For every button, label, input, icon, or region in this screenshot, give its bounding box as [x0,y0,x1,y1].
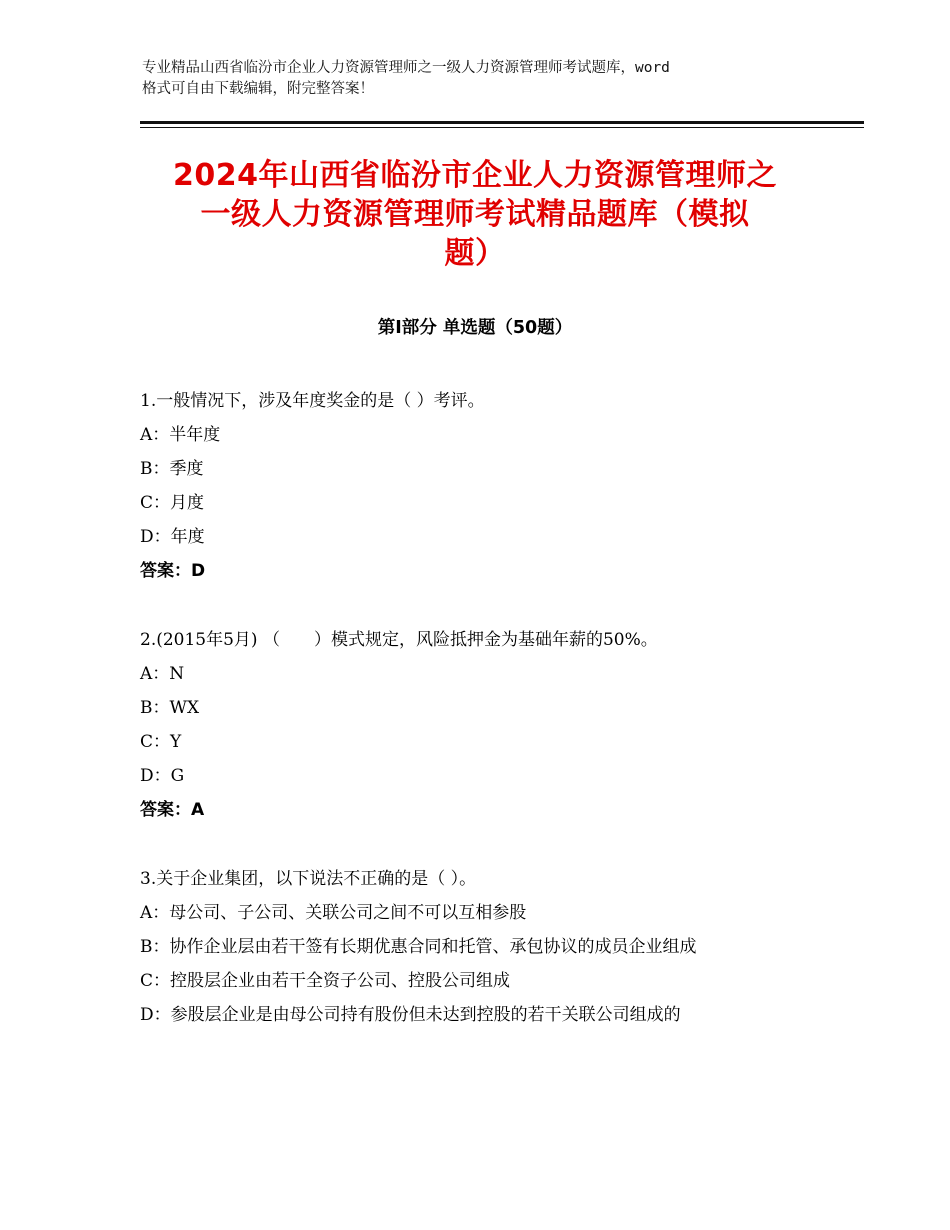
header-rule-thin [140,127,864,128]
header-note-line-1: 专业精品山西省临汾市企业人力资源管理师之一级人力资源管理师考试题库，word [142,60,670,76]
option-d: D：参股层企业是由母公司持有股份但未达到控股的若干关联公司组成的 [140,1005,681,1025]
option-a: A：N [140,664,185,684]
option-c: C：月度 [140,493,205,513]
header-rule-thick [140,121,864,124]
header-note-line-2: 格式可自由下载编辑，附完整答案！ [142,81,374,97]
answer: 答案：A [140,800,205,820]
option-a: A：半年度 [140,425,221,445]
document-title-line-2: 一级人力资源管理师考试精品题库（模拟 [200,197,750,232]
option-d: D：G [140,766,185,786]
question-3 [140,862,820,1032]
option-b: B：WX [140,698,200,718]
question-list [140,384,820,1067]
header-note [142,58,822,100]
option-c: C：控股层企业由若干全资子公司、控股公司组成 [140,971,511,991]
option-b: B：协作企业层由若干签有长期优惠合同和托管、承包协议的成员企业组成 [140,937,697,957]
answer: 答案：D [140,561,206,581]
option-b: B：季度 [140,459,204,479]
document-title-line-3: 题） [444,236,506,271]
question-1 [140,384,820,588]
option-d: D：年度 [140,527,205,547]
part-title: 第Ⅰ部分 单选题（50题） [377,318,573,338]
document-title [120,156,830,273]
question-stem: 3.关于企业集团，以下说法不正确的是（ ）。 [140,869,477,889]
document-title-line-1: 2024年山西省临汾市企业人力资源管理师之 [173,158,777,193]
question-stem: 1.一般情况下，涉及年度奖金的是（ ）考评。 [140,391,485,411]
option-a: A：母公司、子公司、关联公司之间不可以互相参股 [140,903,527,923]
option-c: C：Y [140,732,182,752]
question-stem: 2.(2015年5月) （ ）模式规定，风险抵押金为基础年薪的50%。 [140,630,658,650]
question-2 [140,623,820,827]
